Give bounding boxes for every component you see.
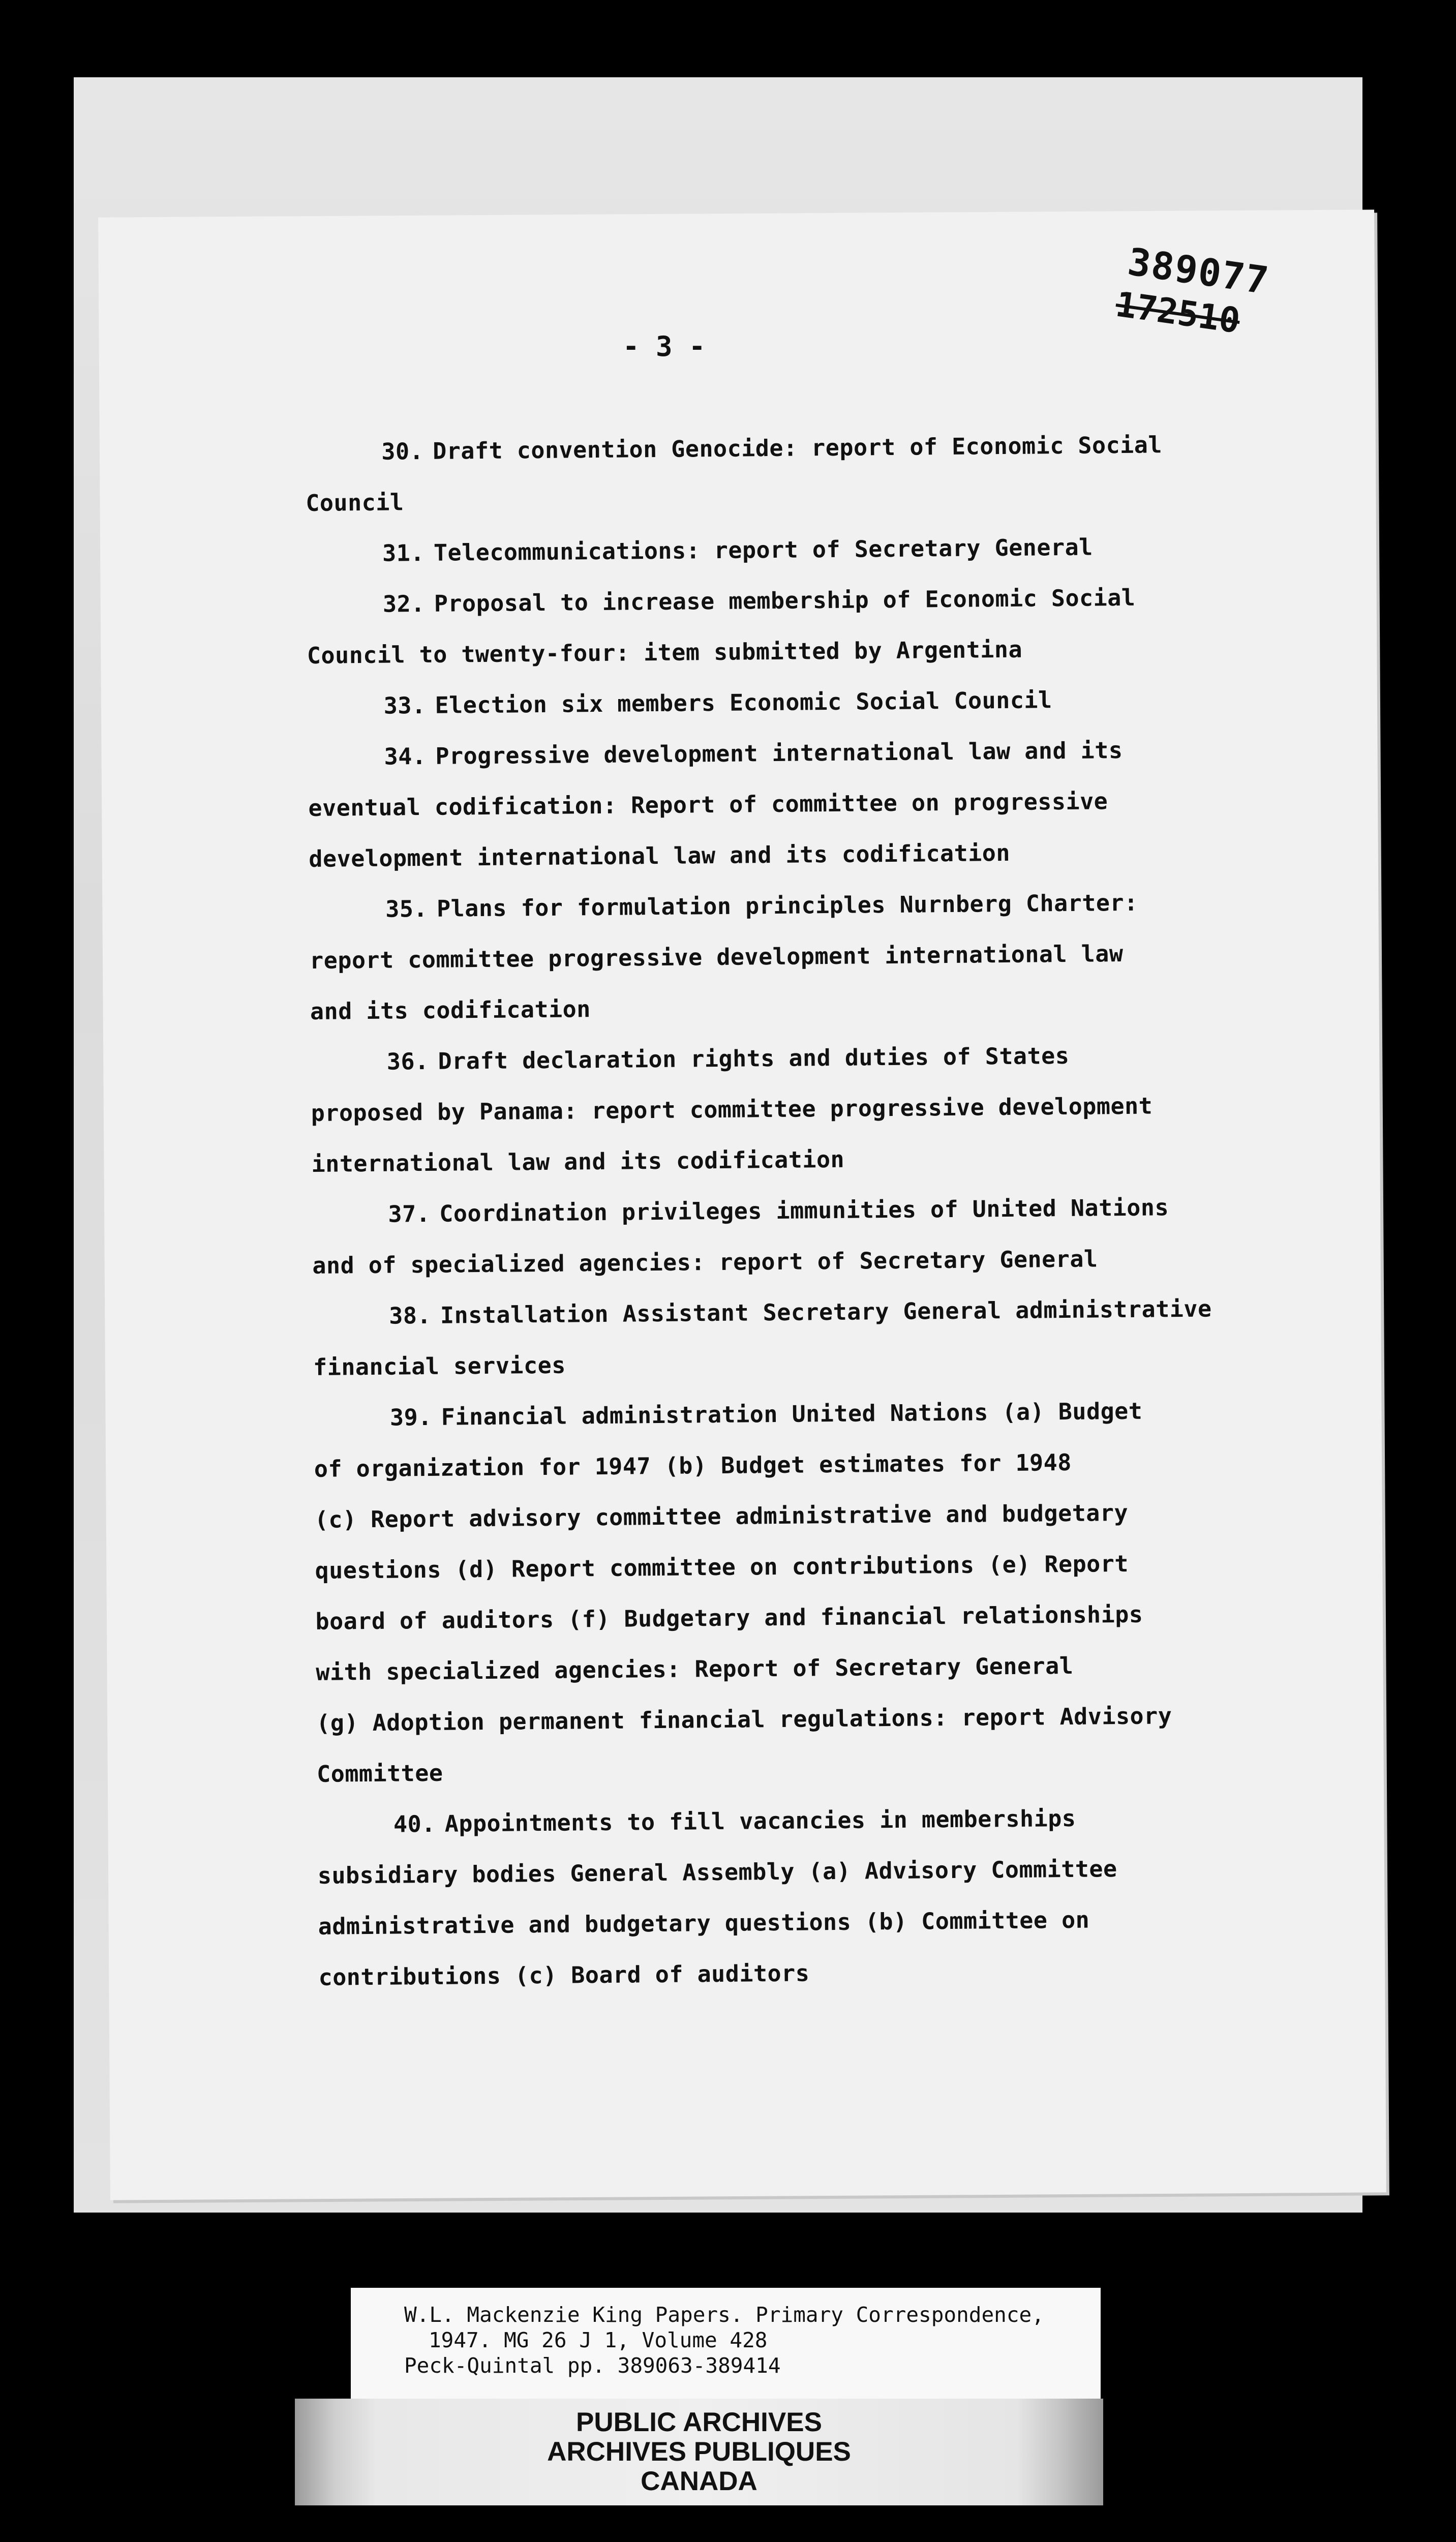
- stamp-line: ARCHIVES PUBLIQUES: [547, 2437, 851, 2467]
- item-number: 40.: [393, 1810, 436, 1838]
- agenda-item: [310, 1028, 1333, 1190]
- stamp-line: PUBLIC ARCHIVES: [576, 2407, 822, 2437]
- agenda-item: [314, 1384, 1339, 1800]
- agenda-item: [312, 1181, 1334, 1291]
- item-text: development international law and its codification: [309, 839, 1011, 872]
- item-text: proposed by Panama: report committee progressive development: [311, 1092, 1153, 1127]
- item-text: administrative and budgetary questions (b) Committee on: [318, 1906, 1090, 1940]
- item-text: questions (d) Report committee on contributions (e) Report: [315, 1550, 1129, 1584]
- item-text: Progressive development international law and its: [435, 736, 1123, 770]
- item-text: (g) Adoption permanent financial regulations: report Advisory: [316, 1702, 1172, 1737]
- item-text: Committee: [316, 1759, 443, 1788]
- item-text: report committee progressive development international law: [309, 940, 1124, 974]
- reference-number: 389077: [1125, 239, 1272, 303]
- agenda-item: [317, 1791, 1341, 2003]
- item-text: contributions (c) Board of auditors: [318, 1959, 810, 1991]
- item-text: and of specialized agencies: report of Secretary General: [312, 1245, 1098, 1279]
- agenda-item: [306, 520, 1328, 580]
- item-text: Telecommunications: report of Secretary General: [433, 533, 1093, 566]
- agenda-item: [307, 672, 1329, 732]
- item-text: Proposal to increase membership of Economic Social: [434, 584, 1136, 617]
- item-number: 30.: [381, 437, 424, 465]
- item-text: Council: [306, 489, 404, 517]
- item-number: 37.: [388, 1200, 431, 1228]
- item-text: Council to twenty-four: item submitted by Argentina: [307, 636, 1023, 669]
- agenda-item: [307, 570, 1329, 681]
- reference-numbers: [1108, 239, 1276, 381]
- item-text: Draft declaration rights and duties of States: [438, 1042, 1070, 1075]
- item-number: 39.: [389, 1403, 433, 1431]
- agenda-item: [309, 875, 1332, 1037]
- item-text: Plans for formulation principles Nurnberg Charter:: [436, 889, 1138, 922]
- citation-line: Peck-Quintal pp. 389063-389414: [404, 2353, 781, 2378]
- item-number: 38.: [389, 1302, 432, 1329]
- stamp-line: CANADA: [641, 2466, 757, 2496]
- struck-reference-number: 172510: [1113, 284, 1242, 342]
- item-text: of organization for 1947 (b) Budget estimates for 1948: [314, 1448, 1072, 1482]
- item-text: eventual codification: Report of committee on progressive: [308, 788, 1108, 822]
- item-text: board of auditors (f) Budgetary and financial relationships: [315, 1600, 1143, 1635]
- page-number: - 3 -: [623, 330, 706, 362]
- agenda-item: [313, 1282, 1336, 1393]
- item-text: Appointments to fill vacancies in memberships: [444, 1804, 1076, 1837]
- citation-line: 1947. MG 26 J 1, Volume 428: [429, 2328, 768, 2352]
- item-text: Draft convention Genocide: report of Economic Social: [432, 431, 1163, 465]
- item-text: Election six members Economic Social Council: [435, 686, 1052, 719]
- agenda-item: [308, 723, 1331, 885]
- agenda-item: [305, 418, 1328, 529]
- item-text: (c) Report advisory committee administrative and budgetary: [314, 1499, 1129, 1533]
- item-number: 36.: [386, 1047, 429, 1075]
- item-text: subsidiary bodies General Assembly (a) Advisory Committee: [317, 1855, 1117, 1889]
- item-text: financial services: [313, 1351, 566, 1381]
- item-text: with specialized agencies: Report of Secretary General: [316, 1652, 1074, 1686]
- item-number: 32.: [382, 590, 426, 618]
- item-number: 31.: [382, 539, 425, 567]
- item-text: Installation Assistant Secretary General administrative: [440, 1295, 1212, 1329]
- citation-line: W.L. Mackenzie King Papers. Primary Correspondence,: [404, 2303, 1044, 2327]
- agenda-list: [305, 418, 1341, 2003]
- item-number: 34.: [384, 742, 427, 770]
- item-text: and its codification: [310, 995, 591, 1025]
- item-text: Financial administration United Nations (a) Budget: [441, 1397, 1143, 1431]
- item-number: 35.: [385, 895, 428, 923]
- item-text: Coordination privileges immunities of United Nations: [439, 1194, 1169, 1227]
- item-text: international law and its codification: [311, 1145, 845, 1177]
- item-number: 33.: [383, 691, 426, 719]
- archives-stamp: [295, 2399, 1103, 2505]
